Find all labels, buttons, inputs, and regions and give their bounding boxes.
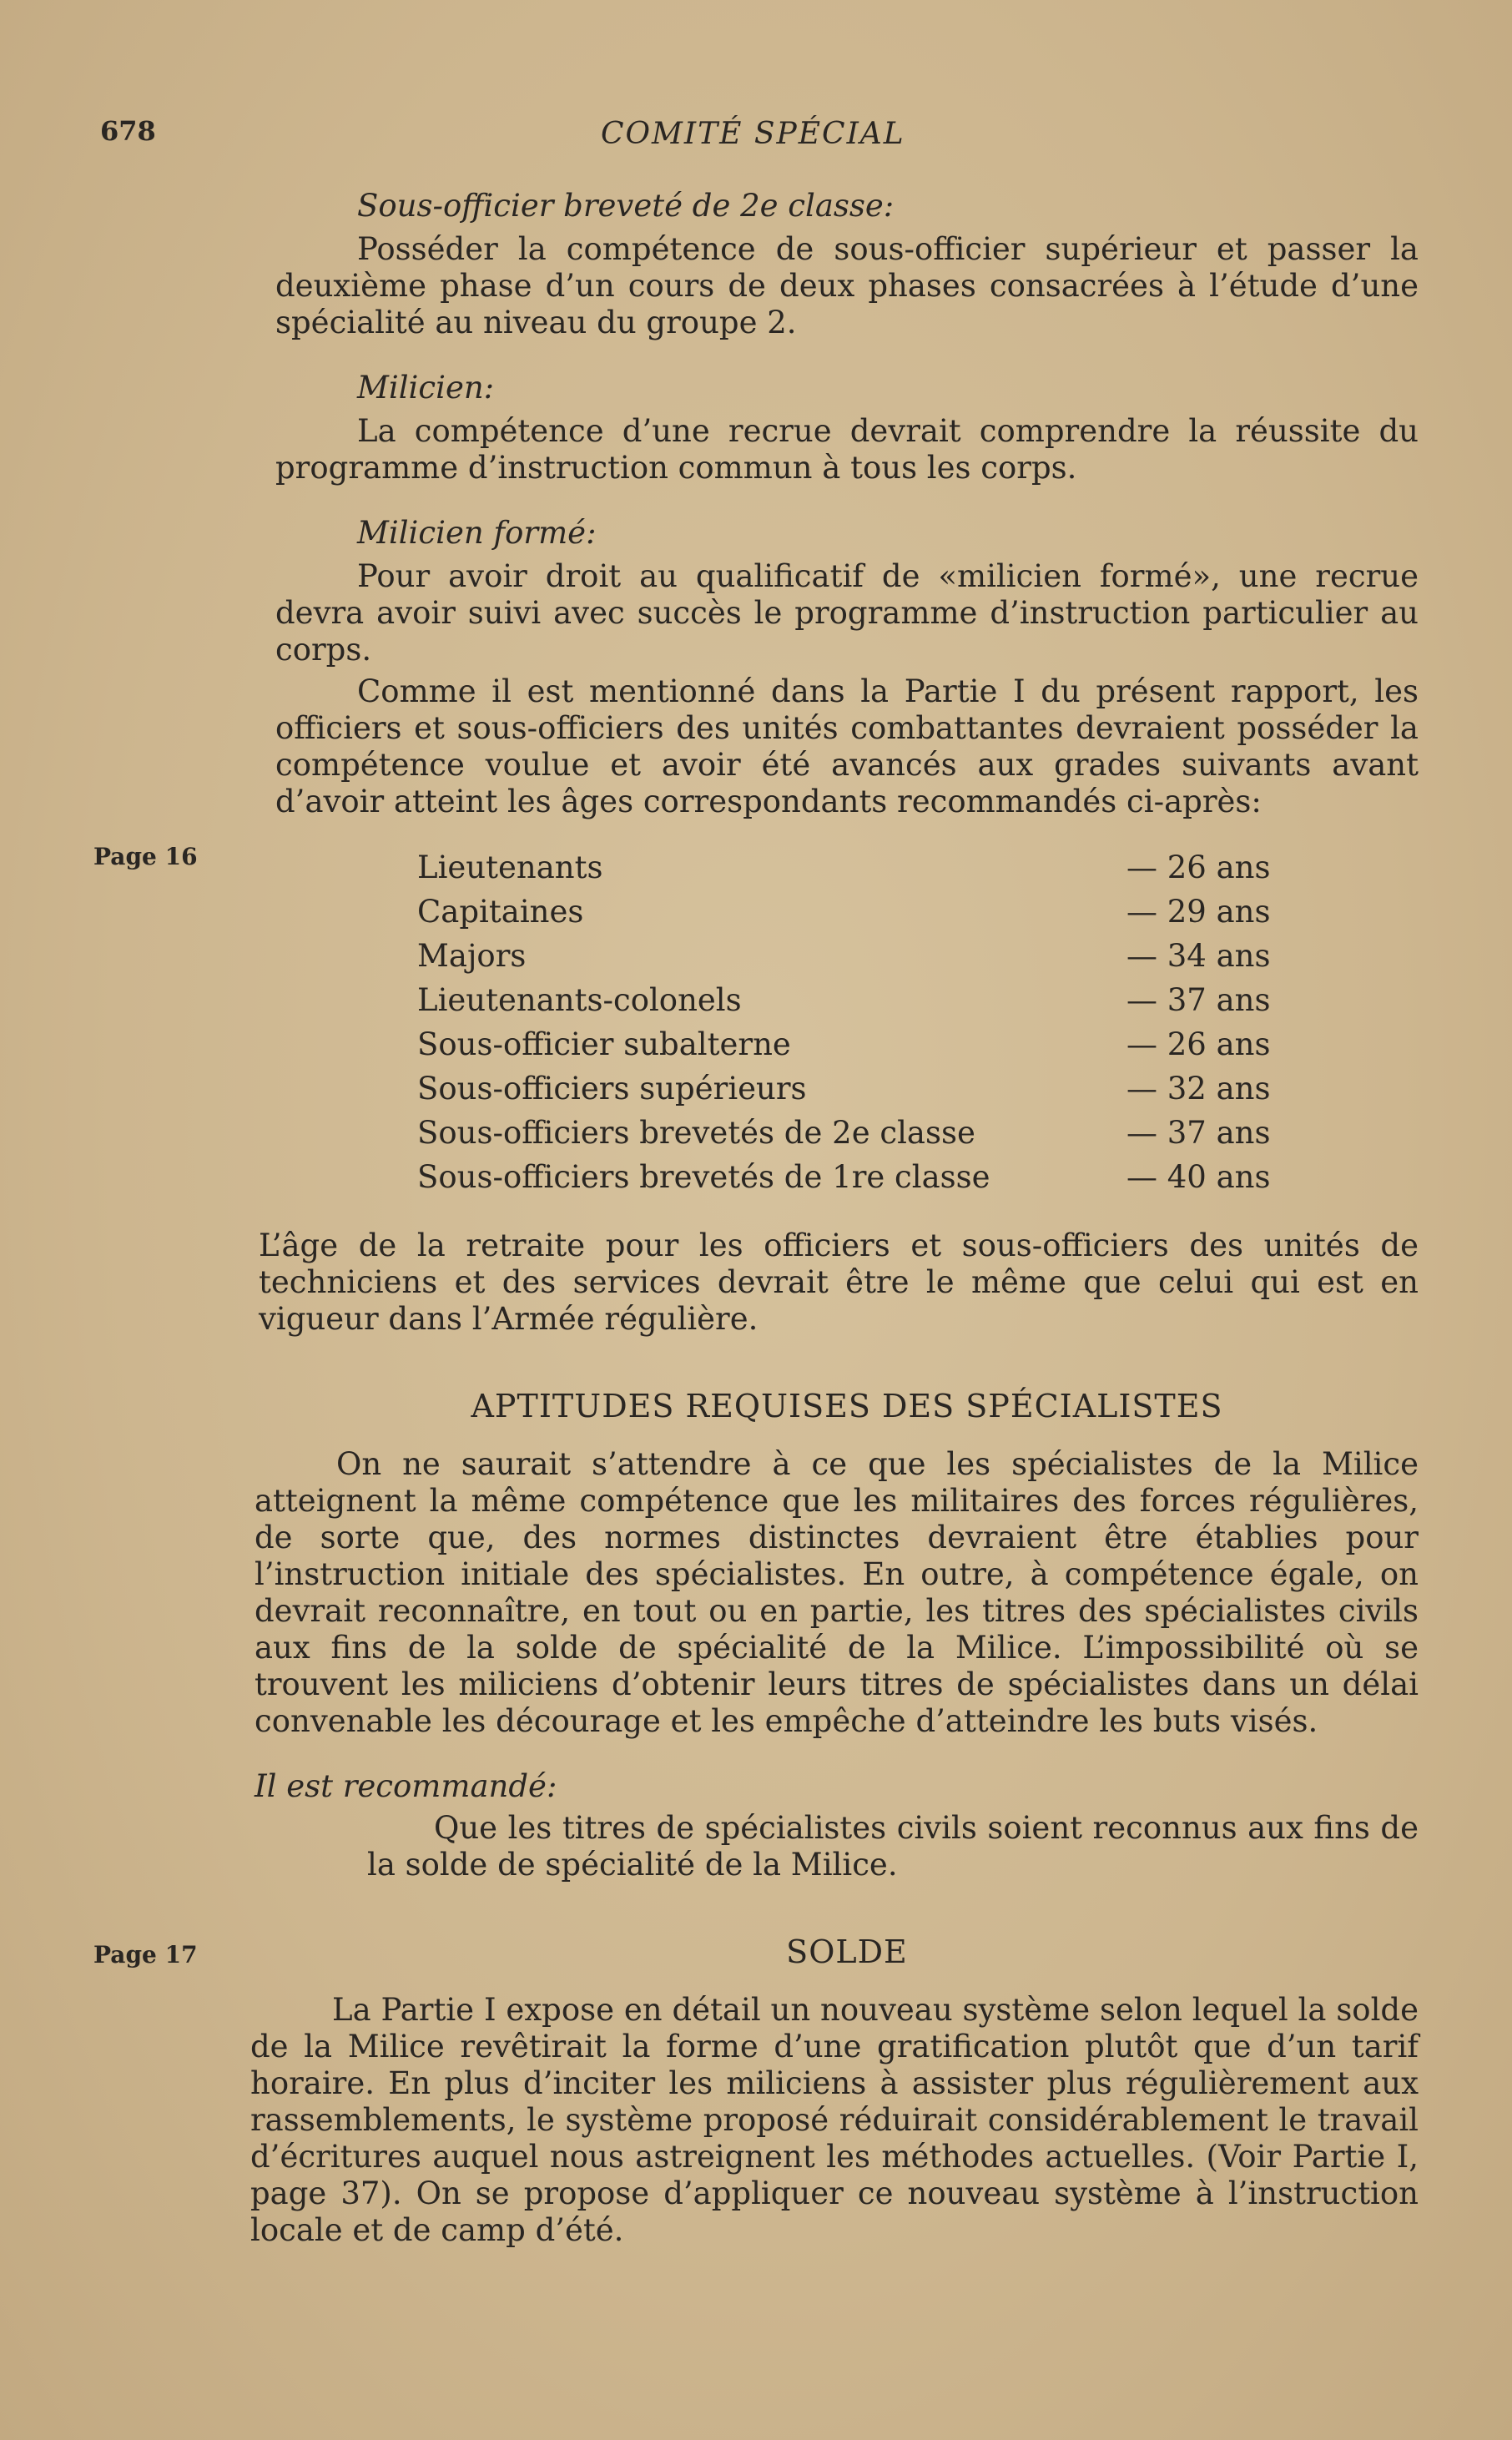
paragraph: On ne saurait s’attendre à ce que les spécialistes de la Milice atteignent la même compétence que les militaires des forces régulières, de sorte que, des normes distinctes devraient être établies pour l’instruction initiale des spécialistes. En outre, à compétence égale, on devrait reconnaître, en tout ou en partie, les titres des spécialistes civils aux fins de la solde de spécialité de la Milice. L’impossibilité où se trouvent les miliciens d’obtenir leurs titres de spécialistes dans un délai convenable les décourage et les empêche d’atteindre les buts visés.: [255, 1446, 1419, 1739]
subheading: Milicien:: [357, 370, 495, 406]
page-number: 678: [100, 115, 156, 147]
ages-table: [417, 845, 1302, 1199]
subheading: Il est recommandé:: [255, 1768, 557, 1804]
paragraph: Posséder la compétence de sous-officier supérieur et passer la deuxième phase d’un cours de deux phases consacrées à l’étude d’une spécialité au niveau du groupe 2.: [275, 231, 1419, 340]
margin-page-ref: Page 17: [93, 1941, 198, 1969]
table-row: Sous-officiers supérieurs — 32 ans: [417, 1071, 1271, 1107]
table-row: Sous-officiers brevetés de 1re classe — 40 ans: [417, 1159, 1271, 1195]
table-row: Lieutenants-colonels — 37 ans: [417, 982, 1271, 1018]
section-title: SOLDE: [786, 1933, 908, 1970]
paragraph: Comme il est mentionné dans la Partie I du présent rapport, les officiers et sous-officiers des unités combattantes devraient posséder la compétence voulue et avoir été avancés aux grades suivants avant d’avoir atteint les âges correspondants recommandés ci-après:: [275, 673, 1419, 819]
table-row: Majors — 34 ans: [417, 938, 1271, 974]
body-text: [250, 188, 1419, 2249]
table-row: Lieutenants — 26 ans: [417, 849, 1271, 885]
recommendation: Que les titres de spécialistes civils soient reconnus aux fins de la solde de spécialité de la Milice.: [367, 1810, 1419, 1883]
running-title: COMITÉ SPÉCIAL: [601, 117, 905, 151]
subheading: Sous-officier breveté de 2e classe:: [357, 188, 895, 224]
margin-page-ref: Page 16: [93, 843, 198, 870]
paragraph: Pour avoir droit au qualificatif de «milicien formé», une recrue devra avoir suivi avec succès le programme d’instruction particulier au corps.: [275, 558, 1419, 668]
paragraph: La compétence d’une recrue devrait comprendre la réussite du programme d’instruction commun à tous les corps.: [275, 413, 1419, 486]
paragraph: La Partie I expose en détail un nouveau système selon lequel la solde de la Milice revêtirait la forme d’une gratification plutôt que d’un tarif horaire. En plus d’inciter les miliciens à assister plus régulièrement aux rassemblements, le système proposé réduirait considérablement le travail d’écritures auquel nous astreignent les méthodes actuelles. (Voir Partie I, page 37). On se propose d’appliquer ce nouveau système à l’instruction locale et de camp d’été.: [250, 1992, 1419, 2248]
table-row: Sous-officiers brevetés de 2e classe — 37 ans: [417, 1115, 1271, 1151]
paragraph: L’âge de la retraite pour les officiers et sous-officiers des unités de techniciens et des services devrait être le même que celui qui est en vigueur dans l’Armée régulière.: [259, 1228, 1419, 1337]
table-row: Capitaines — 29 ans: [417, 894, 1271, 930]
table-row: Sous-officier subalterne — 26 ans: [417, 1026, 1271, 1062]
section-title: APTITUDES REQUISES DES SPÉCIALISTES: [471, 1388, 1223, 1424]
subheading: Milicien formé:: [357, 515, 597, 551]
